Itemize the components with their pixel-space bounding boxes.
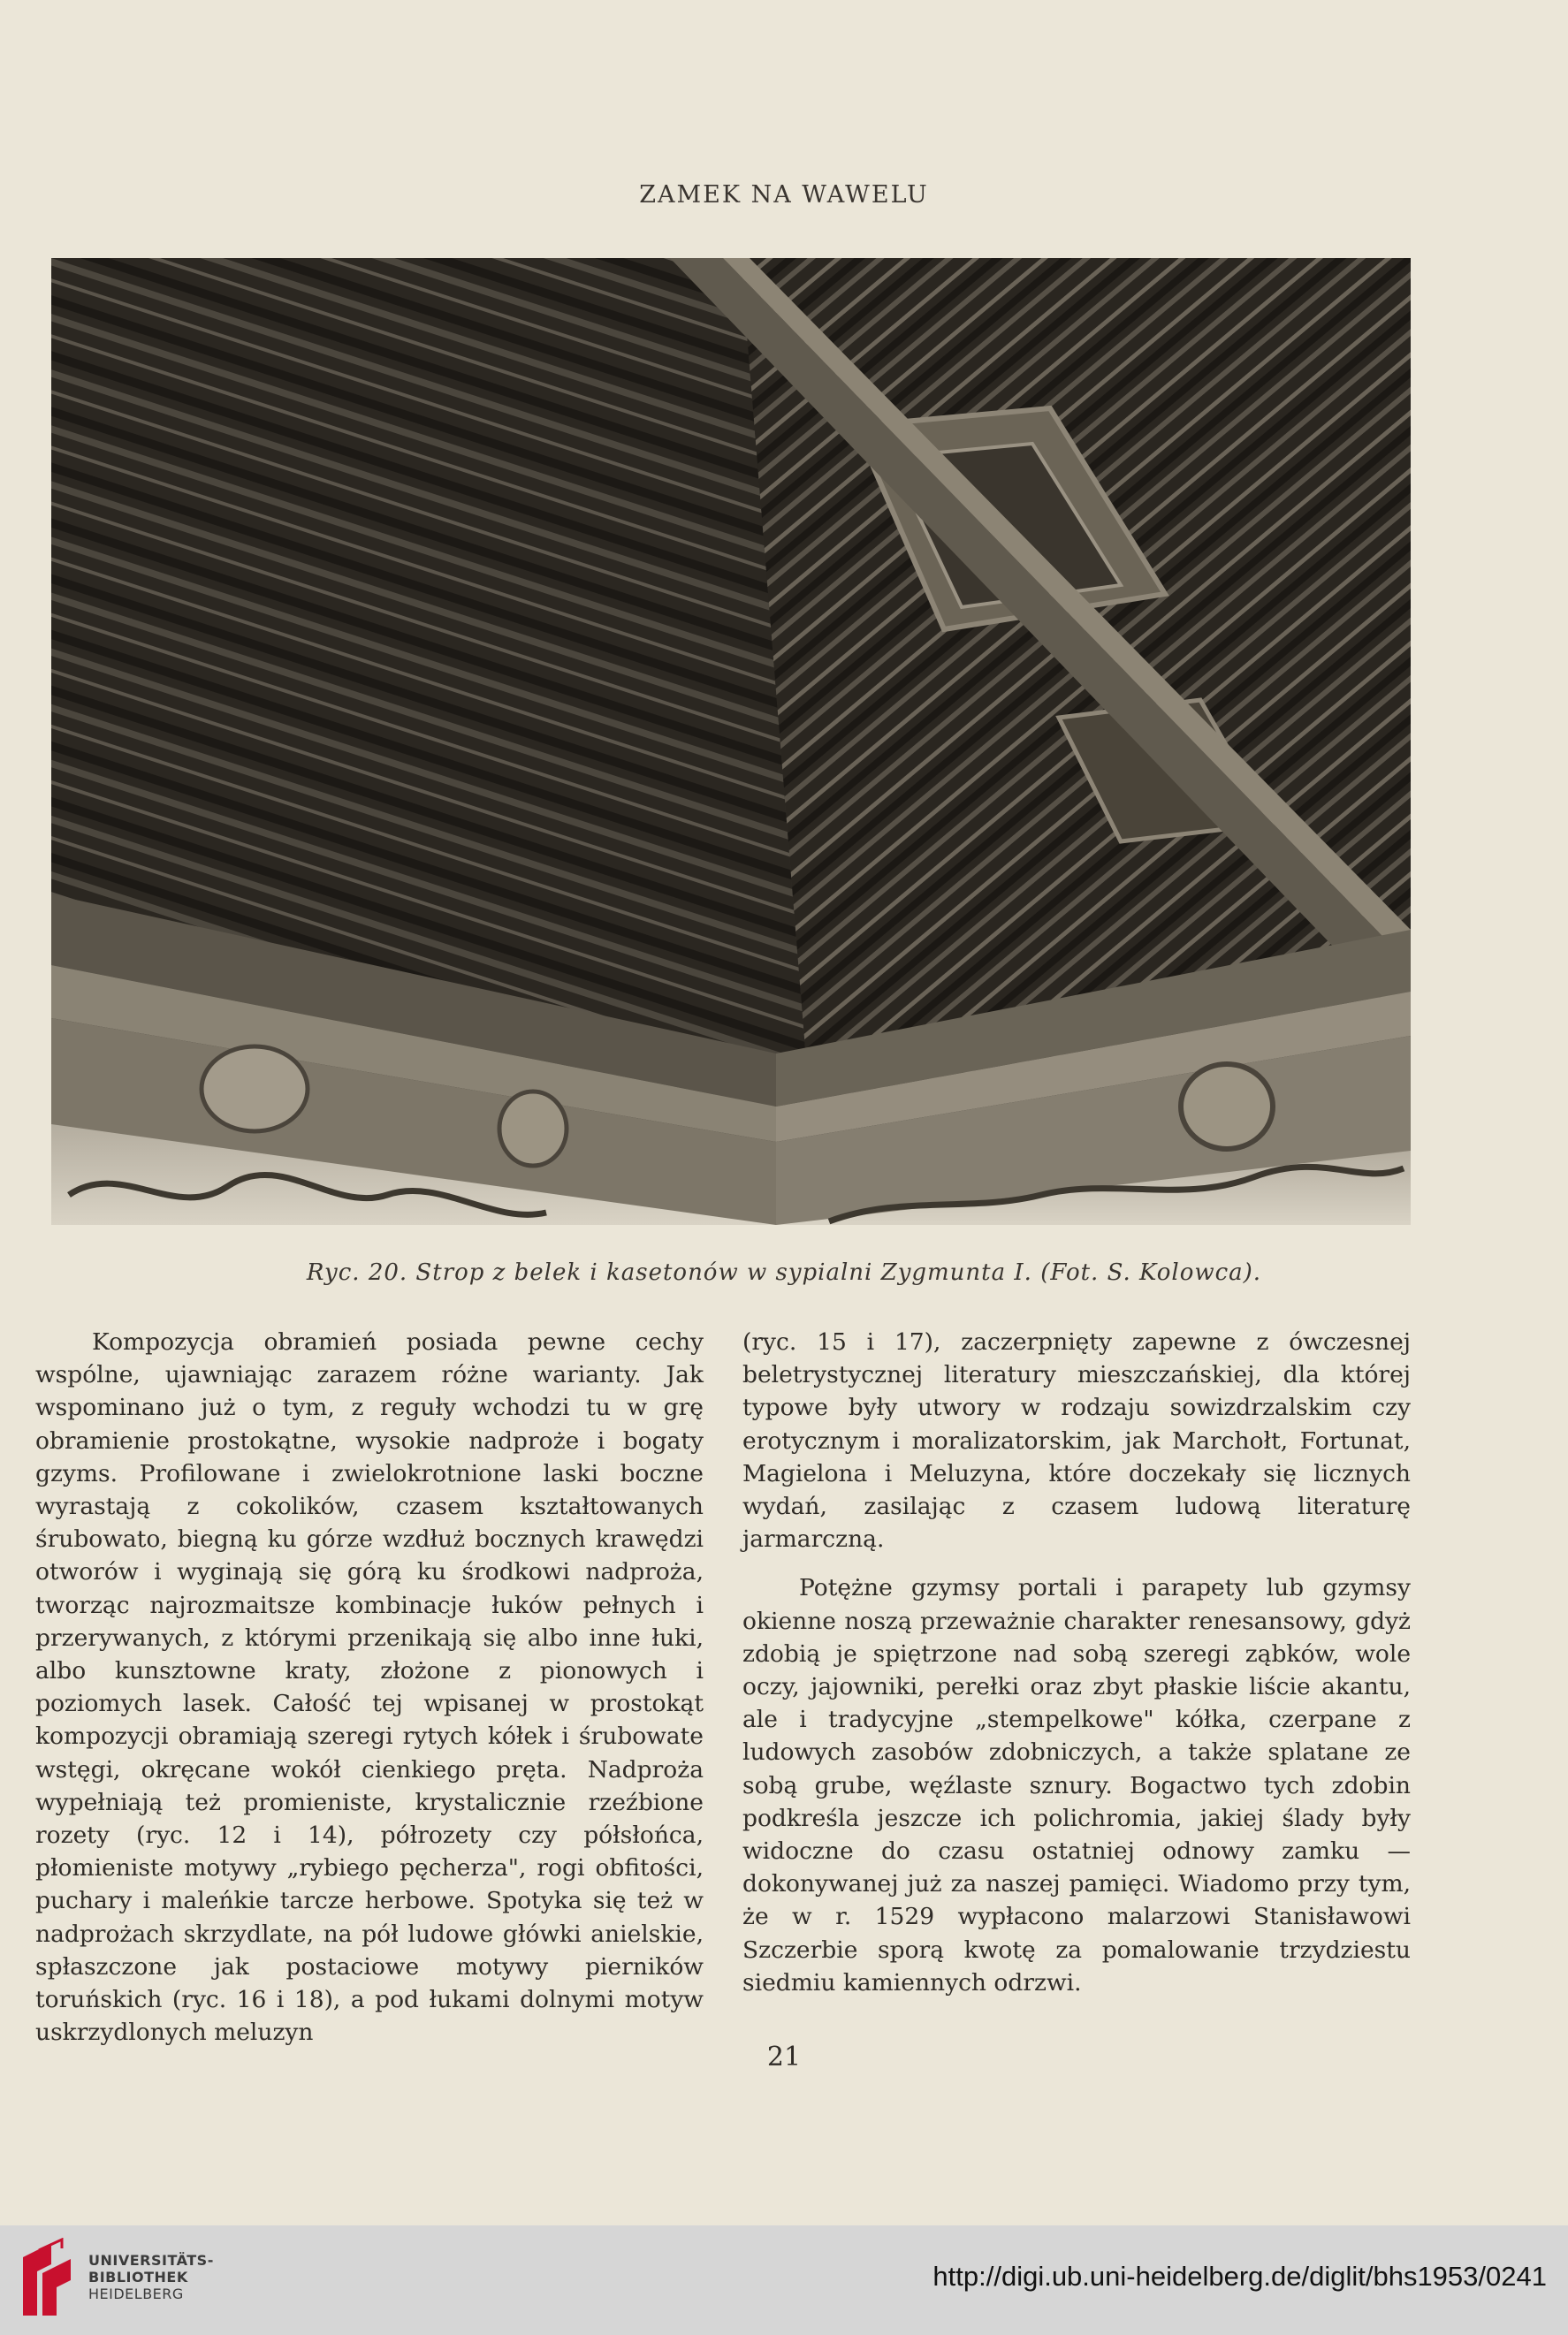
running-head: ZAMEK NA WAWELU bbox=[639, 181, 929, 209]
digitization-footer bbox=[0, 2225, 1568, 2335]
library-name: UNIVERSITÄTS- BIBLIOTHEK HEIDELBERG bbox=[88, 2252, 214, 2302]
paragraph: Kompozycja obramień posiada pewne cechy wspólne, ujawniając zarazem różne warianty. Jak wspominano już o tym, z reguły wchodzi tu w grę obramienie prostokątne, wysokie nadproże i bogaty gzyms. Profilowane i zwielokrotnione laski boczne wyrastają z cokolików, czasem kształtowanych śrubowato, biegną ku górze wzdłuż bocznych krawędzi otworów i wyginają się górą ku środkowi nadproża, tworząc najrozmaitsze kombinacje łuków pełnych i przerywanych, z którymi przenikają się albo inne łuki, albo kunsztowne kraty, złożone z pionowych i poziomych lasek. Całość tej wpisanej w prostokąt kompozycji obramiają szeregi rytych kółek i śrubowate wstęgi, okręcane wokół cienkiego pręta. Nadproża wypełniają też promieniste, krystalicznie rzeźbione rozety (ryc. 12 i 14), półrozety czy półsłońca, płomieniste motywy „rybiego pęcherza", rogi obfitości, puchary i maleńkie tarcze herbowe. Spotyka się też w nadprożach skrzydlate, na pół ludowe główki anielskie, spłaszczone jak postaciowe motywy pierników toruńskich (ryc. 16 i 18), a pod łukami dolnymi motyw uskrzydlonych meluzyn bbox=[35, 1328, 704, 2047]
paragraph: (ryc. 15 i 17), zaczerpnięty zapewne z ówczesnej beletrystycznej literatury mieszczańskiej, dla której typowe były utwory w rodzaju sowizdrzalskim czy erotycznym i moralizatorskim, jak Marchołt, Fortunat, Magielona i Meluzyna, które doczekały się licznych wydań, zasilając z czasem ludową literaturę jarmarczną. bbox=[742, 1328, 1411, 1554]
ceiling-photograph-image bbox=[51, 258, 1411, 1225]
permalink-url[interactable]: http://digi.ub.uni-heidelberg.de/diglit/bhs1953/0241 bbox=[932, 2261, 1547, 2292]
right-text-column bbox=[742, 1326, 1411, 1999]
ceiling-photograph bbox=[51, 258, 1411, 1225]
figure-caption: Ryc. 20. Strop z belek i kasetonów w sypialni Zygmunta I. (Fot. S. Kolowca). bbox=[306, 1259, 1262, 1286]
page-number: 21 bbox=[766, 2042, 802, 2073]
heidelberg-library-logo-icon bbox=[16, 2238, 80, 2323]
left-text-column bbox=[35, 1326, 704, 2049]
paragraph: Potężne gzymsy portali i parapety lub gzymsy okienne noszą przeważnie charakter renesansowy, gdyż zdobią je spiętrzone nad sobą szeregi ząbków, wole oczy, jajowniki, perełki oraz zbyt płaskie liście akantu, ale i tradycyjne „stempelkowe" kółka, czerpane z ludowych zasobów zdobniczych, a także splatane ze sobą grube, węźlaste sznury. Bogactwo tych zdobin podkreśla jeszcze ich polichromia, jakiej ślady były widoczne do czasu ostatniej odnowy zamku — dokonywanej już za naszej pamięci. Wiadomo przy tym, że w r. 1529 wypłacono malarzowi Stanisławowi Szczerbie sporą kwotę za pomalowanie trzydziestu siedmiu kamiennych odrzwi. bbox=[742, 1574, 1411, 1997]
